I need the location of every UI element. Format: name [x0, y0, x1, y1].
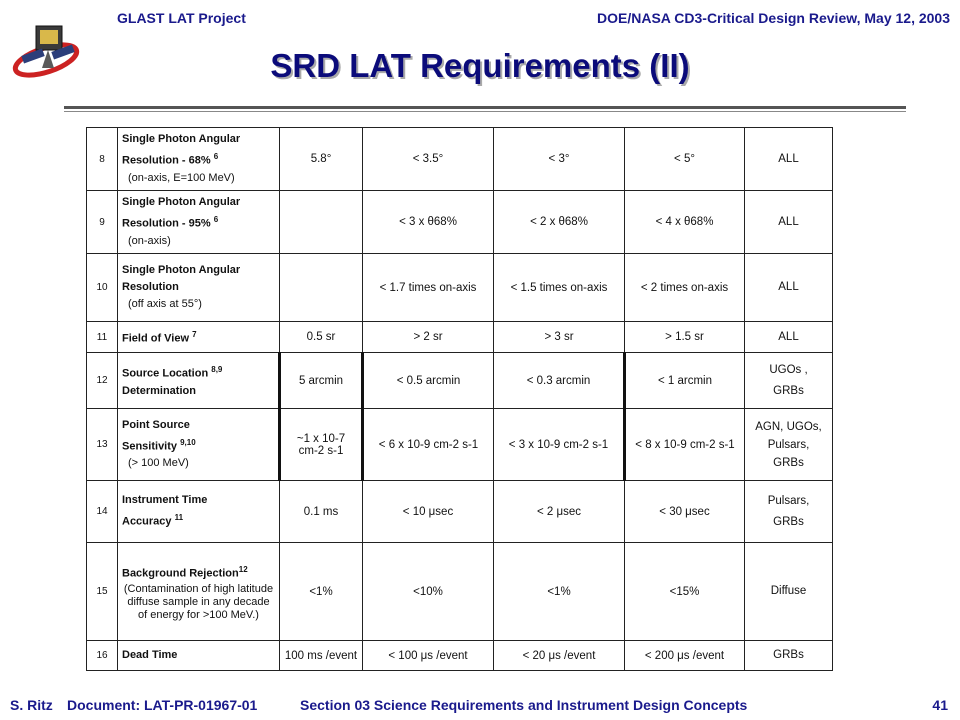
requirement-name: Dead Time — [122, 649, 178, 661]
requirements-table — [86, 127, 833, 671]
observation-line: GRBs — [773, 384, 804, 397]
row-number: 16 — [87, 641, 118, 671]
requirement-cell — [118, 641, 280, 671]
table-row — [87, 481, 833, 543]
row-number: 8 — [87, 128, 118, 191]
observation-line: GRBs — [773, 456, 804, 469]
value-cell: 0.1 ms — [280, 481, 363, 543]
table-row — [87, 322, 833, 353]
value-cell: < 8 x 10-9 cm-2 s-1 — [625, 409, 745, 481]
value-cell: <15% — [625, 543, 745, 641]
requirement-condition: (> 100 MeV) — [128, 457, 189, 470]
row-number: 9 — [87, 191, 118, 254]
requirement-name-2: Sensitivity — [122, 440, 178, 453]
value-cell: 100 ms /event — [280, 641, 363, 671]
observation-cell: GRBs — [745, 641, 833, 671]
value-cell: < 3 x θ68% — [363, 191, 494, 254]
observation-cell — [745, 353, 833, 409]
requirement-condition: (off axis at 55°) — [128, 298, 202, 310]
value-cell: < 4 x θ68% — [625, 191, 745, 254]
observation-line: GRBs — [773, 515, 804, 528]
observation-line: Pulsars, — [767, 494, 810, 507]
requirement-cell — [118, 322, 280, 353]
requirement-name: Source Location — [122, 367, 209, 380]
value-cell: < 1.7 times on-axis — [363, 254, 494, 322]
footer-document: Document: LAT-PR-01967-01 — [67, 697, 258, 713]
value-line: cm-2 s-1 — [298, 444, 344, 457]
footnote-ref: 9,10 — [180, 437, 196, 447]
title-divider-thin — [64, 111, 906, 112]
requirement-name-2: Resolution — [122, 281, 179, 293]
requirement-cell — [118, 481, 280, 543]
requirement-cell — [118, 543, 280, 641]
requirement-name-2: Resolution - 68% — [122, 154, 211, 167]
value-cell — [280, 254, 363, 322]
value-cell: 5.8° — [280, 128, 363, 191]
value-cell: 5 arcmin — [280, 353, 363, 409]
observation-cell: ALL — [745, 254, 833, 322]
value-cell: < 0.3 arcmin — [494, 353, 625, 409]
value-cell: < 10 μsec — [363, 481, 494, 543]
observation-cell: ALL — [745, 128, 833, 191]
observation-cell: ALL — [745, 191, 833, 254]
footer-section: Section 03 Science Requirements and Instrument Design Concepts — [300, 697, 748, 713]
row-number: 15 — [87, 543, 118, 641]
footer-page-number: 41 — [932, 697, 948, 713]
observation-cell: ALL — [745, 322, 833, 353]
requirement-cell — [118, 254, 280, 322]
value-cell: < 6 x 10-9 cm-2 s-1 — [363, 409, 494, 481]
table-row — [87, 641, 833, 671]
value-cell: < 20 μs /event — [494, 641, 625, 671]
value-cell: 0.5 sr — [280, 322, 363, 353]
value-cell: < 5° — [625, 128, 745, 191]
requirement-name-2: Resolution - 95% — [122, 217, 211, 230]
table-row — [87, 543, 833, 641]
footnote-ref: 8,9 — [211, 365, 223, 375]
observation-cell — [745, 481, 833, 543]
footnote-ref: 6 — [213, 215, 219, 225]
value-cell: < 1.5 times on-axis — [494, 254, 625, 322]
requirement-name: Field of View — [122, 332, 190, 345]
footnote-ref: 12 — [238, 565, 248, 575]
value-cell: < 0.5 arcmin — [363, 353, 494, 409]
title-divider — [64, 106, 906, 109]
value-cell: < 3.5° — [363, 128, 494, 191]
requirement-name: Background Rejection — [122, 567, 239, 580]
requirement-name: Single Photon Angular — [122, 133, 241, 146]
table-row — [87, 254, 833, 322]
row-number: 11 — [87, 322, 118, 353]
value-cell: < 3° — [494, 128, 625, 191]
requirement-condition: (on-axis, E=100 MeV) — [128, 171, 235, 184]
value-cell: < 30 μsec — [625, 481, 745, 543]
row-number: 13 — [87, 409, 118, 481]
header-project: GLAST LAT Project — [117, 10, 246, 26]
value-cell: <1% — [494, 543, 625, 641]
requirement-name: Single Photon Angular — [122, 264, 241, 276]
header-review: DOE/NASA CD3-Critical Design Review, May 12, 2003 — [597, 10, 950, 26]
row-number: 12 — [87, 353, 118, 409]
value-cell: < 1 arcmin — [625, 353, 745, 409]
table-row — [87, 128, 833, 191]
requirement-condition: (Contamination of high latitude diffuse sample in any decade of energy for >100 MeV.) — [123, 582, 274, 621]
table-row — [87, 353, 833, 409]
observation-cell — [745, 409, 833, 481]
requirement-name-2: Determination — [122, 384, 196, 397]
requirement-name-2: Accuracy — [122, 515, 172, 528]
observation-cell: Diffuse — [745, 543, 833, 641]
value-cell: < 2 x θ68% — [494, 191, 625, 254]
value-cell: < 3 x 10-9 cm-2 s-1 — [494, 409, 625, 481]
table-row — [87, 409, 833, 481]
value-cell: < 2 times on-axis — [625, 254, 745, 322]
footnote-ref: 6 — [213, 152, 219, 162]
page-title: SRD LAT Requirements (II) — [270, 47, 690, 84]
requirement-name: Single Photon Angular — [122, 196, 241, 209]
row-number: 10 — [87, 254, 118, 322]
value-cell: > 1.5 sr — [625, 322, 745, 353]
value-cell: <10% — [363, 543, 494, 641]
footnote-ref: 11 — [174, 513, 184, 523]
value-cell: < 2 μsec — [494, 481, 625, 543]
requirement-cell — [118, 353, 280, 409]
requirement-cell — [118, 409, 280, 481]
footnote-ref: 7 — [192, 330, 197, 340]
observation-line: Pulsars, — [767, 438, 810, 451]
value-cell: > 2 sr — [363, 322, 494, 353]
value-cell: < 200 μs /event — [625, 641, 745, 671]
footer-author: S. Ritz — [10, 697, 53, 713]
row-number: 14 — [87, 481, 118, 543]
requirement-condition: (on-axis) — [128, 234, 171, 247]
value-cell — [280, 191, 363, 254]
value-cell — [280, 409, 363, 481]
observation-line: UGOs , — [769, 363, 808, 376]
requirement-cell — [118, 191, 280, 254]
requirement-name: Point Source — [122, 418, 190, 431]
requirement-name: Instrument Time — [122, 494, 208, 507]
value-cell: <1% — [280, 543, 363, 641]
requirement-cell — [118, 128, 280, 191]
observation-line: AGN, UGOs, — [755, 420, 822, 433]
value-cell: > 3 sr — [494, 322, 625, 353]
value-line: ~1 x 10-7 — [296, 432, 346, 445]
value-cell: < 100 μs /event — [363, 641, 494, 671]
table-row — [87, 191, 833, 254]
